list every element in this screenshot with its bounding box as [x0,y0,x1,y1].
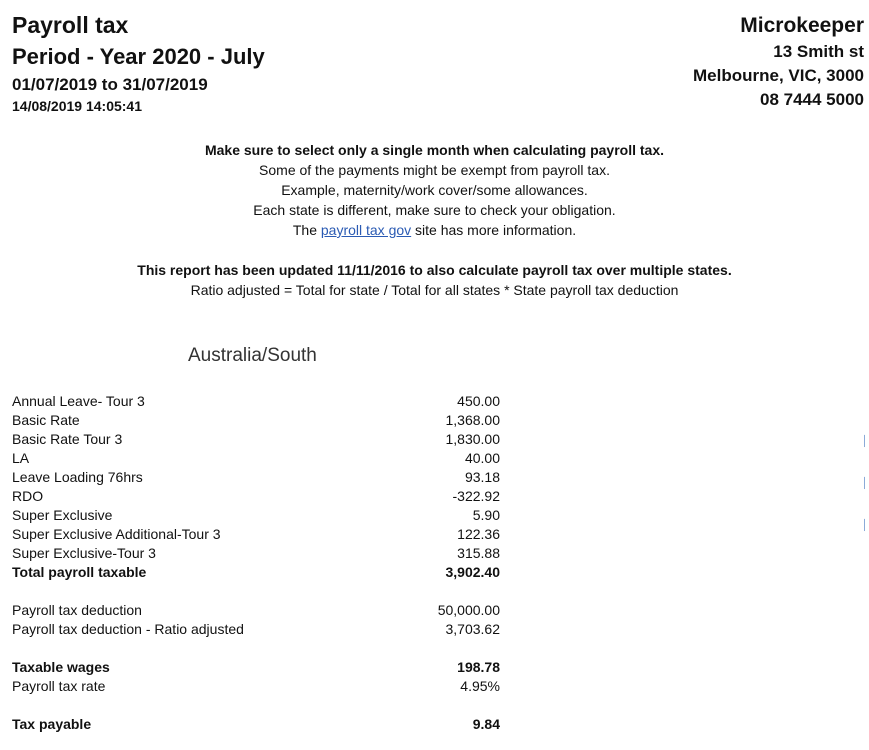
row-value: 450.00 [457,393,500,409]
edge-marker: │ [862,478,869,489]
report-header [12,10,265,116]
report-period: Period - Year 2020 - July [12,44,265,69]
row-spacer [12,696,500,715]
table-row [12,392,500,411]
table-row [12,525,500,544]
row-value: 40.00 [464,450,500,466]
single-month-warning: Make sure to select only a single month when calculating payroll tax. [204,142,664,158]
row-value: 5.90 [472,507,500,523]
row-spacer [12,582,500,601]
deduction-row [12,601,500,620]
deduction-ratio-row [12,620,500,639]
row-label: Super Exclusive Additional-Tour 3 [12,526,221,542]
company-city: Melbourne, VIC, 3000 [693,66,864,85]
row-value: 198.78 [457,659,500,675]
edge-marker: │ [862,520,869,531]
table-row [12,506,500,525]
row-label: RDO [12,488,44,504]
notes-gap [0,240,869,260]
row-value: 3,703.62 [445,621,500,637]
table-row [12,449,500,468]
row-value: 4.95% [460,678,500,694]
row-label: Payroll tax deduction [12,602,142,618]
company-street: 13 Smith st [773,42,864,61]
table-row [12,544,500,563]
row-value: 50,000.00 [437,602,500,618]
row-label: Total payroll taxable [12,564,147,580]
row-label: Leave Loading 76hrs [12,469,143,485]
total-payroll-taxable-row [12,563,500,582]
link-prefix: The [292,222,321,238]
taxable-wages-row [12,658,500,677]
row-label: Basic Rate Tour 3 [12,431,123,447]
row-label: Super Exclusive [12,507,113,523]
row-label: Basic Rate [12,412,80,428]
table-row [12,487,500,506]
row-label: Tax payable [12,716,92,732]
row-spacer [12,639,500,658]
company-phone: 08 7444 5000 [760,90,864,109]
generated-timestamp: 14/08/2019 14:05:41 [12,98,142,114]
edge-marker: │ [862,436,869,447]
payroll-table [12,392,500,734]
row-value: 1,368.00 [445,412,500,428]
row-label: Payroll tax rate [12,678,106,694]
tax-rate-row [12,677,500,696]
row-value: 315.88 [457,545,500,561]
company-name: Microkeeper [740,14,864,37]
report-title: Payroll tax [12,12,129,38]
tax-payable-row [12,715,500,734]
table-row [12,411,500,430]
date-range: 01/07/2019 to 31/07/2019 [12,75,208,94]
table-row [12,430,500,449]
link-suffix: site has more information. [411,222,577,238]
payroll-tax-gov-link[interactable]: payroll tax gov [320,222,412,238]
row-label: Annual Leave- Tour 3 [12,393,145,409]
row-label: Super Exclusive-Tour 3 [12,545,156,561]
row-value: 122.36 [457,526,500,542]
row-label: LA [12,450,30,466]
row-label: Taxable wages [12,659,110,675]
row-value: 3,902.40 [445,564,500,580]
row-label: Payroll tax deduction - Ratio adjusted [12,621,244,637]
company-details [693,12,864,112]
update-note: This report has been updated 11/11/2016 to also calculate payroll tax over multiple states. [137,262,732,278]
note-example: Example, maternity/work cover/some allowances. [281,182,588,198]
report-notes [0,140,869,300]
note-state: Each state is different, make sure to check your obligation. [253,202,616,218]
row-value: 1,830.00 [445,431,500,447]
region-heading: Australia/South [188,345,317,366]
ratio-note: Ratio adjusted = Total for state / Total for all states * State payroll tax deduction [190,282,679,298]
note-link-line [0,220,869,240]
note-exempt: Some of the payments might be exempt from payroll tax. [259,162,610,178]
row-value: 9.84 [472,716,500,732]
row-value: -322.92 [452,488,500,504]
table-row [12,468,500,487]
row-value: 93.18 [464,469,500,485]
